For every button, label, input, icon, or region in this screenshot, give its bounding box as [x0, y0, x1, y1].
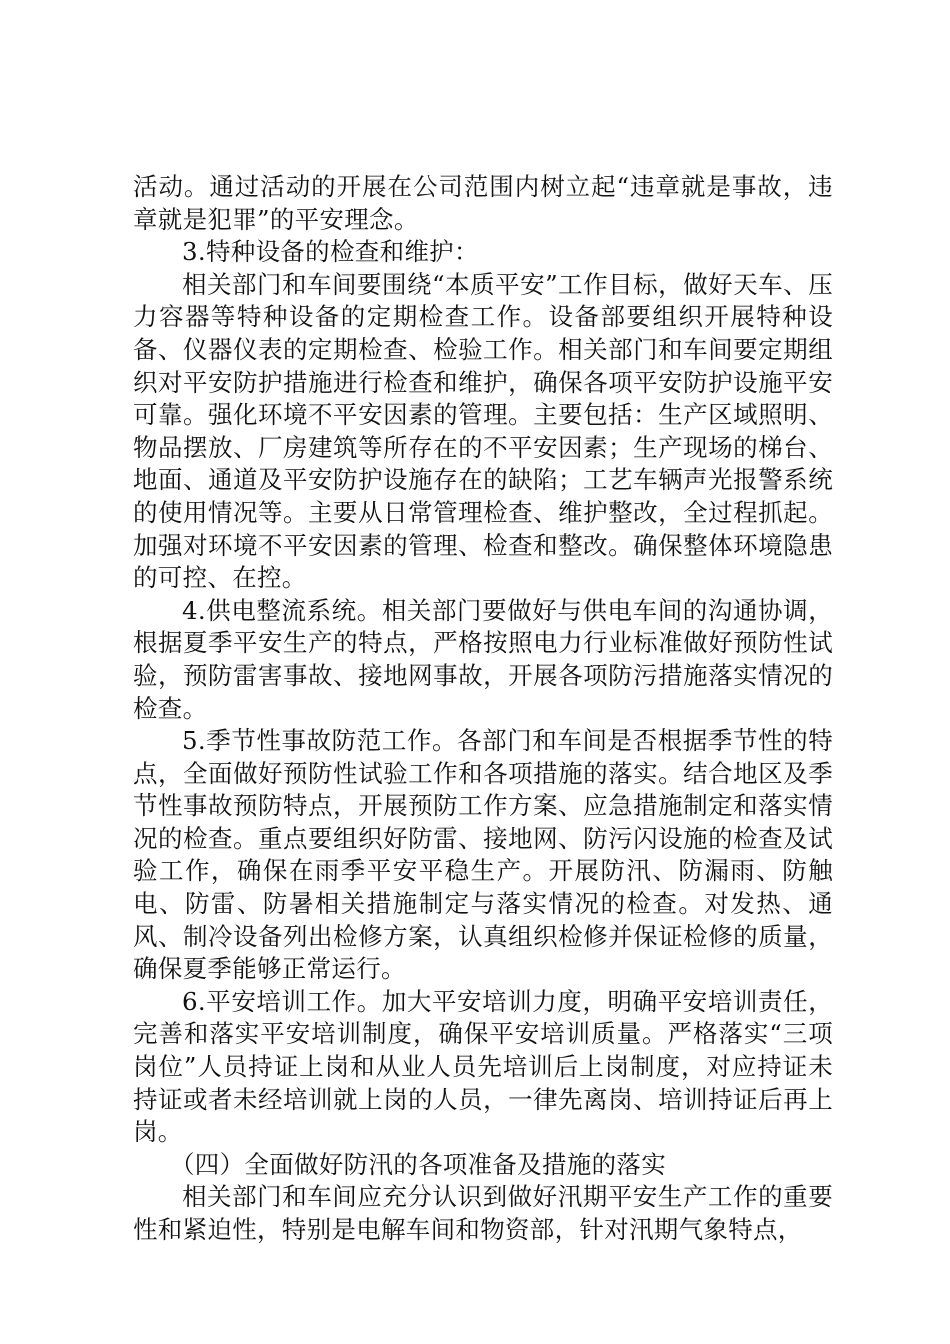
paragraph-special-equipment: 相关部门和车间要围绕“本质平安”工作目标，做好天车、压力容器等特种设备的定期检查工作。设备部要组织开展特种设备、仪器仪表的定期检查、检验工作。相关部门和车间要定期组织对平安防护措施进行检查和维护，确保各项平安防护设施平安可靠。强化环境不平安因素的管理。主要包括：生产区域照明、物品摆放、厂房建筑等所存在的不平安因素；生产现场的梯台、地面、通道及平安防护设施存在的缺陷；工艺车辆声光报警系统的使用情况等。主要从日常管理检查、维护整改，全过程抓起。加强对环境不平安因素的管理、检查和整改。确保整体环境隐患的可控、在控。: [133, 269, 833, 593]
paragraph-activity-conclusion: 活动。通过活动的开展在公司范围内树立起“违章就是事故，违章就是犯罪”的平安理念。: [133, 172, 833, 234]
paragraph-seasonal-accidents: 5.季节性事故防范工作。各部门和车间是否根据季节性的特点，全面做好预防性试验工作和各项措施的落实。结合地区及季节性事故预防特点，开展预防工作方案、应急措施制定和落实情况的检查。重点要组织好防雷、接地网、防污闪设施的检查及试验工作，确保在雨季平安平稳生产。开展防汛、防漏雨、防触电、防雷、防暑相关措施制定与落实情况的检查。对发热、通风、制冷设备列出检修方案，认真组织检修并保证检修的质量，确保夏季能够正常运行。: [133, 726, 833, 984]
paragraph-safety-training: 6.平安培训工作。加大平安培训力度，明确平安培训责任，完善和落实平安培训制度，确保平安培训质量。严格落实“三项岗位”人员持证上岗和从业人员先培训后上岗制度，对应持证未持证或者未经培训就上岗的人员，一律先离岗、培训持证后再上岗。: [133, 986, 834, 1147]
document-body: [133, 171, 833, 1247]
heading-special-equipment: 3.特种设备的检查和维护：: [182, 237, 479, 267]
section-heading-flood-prevention: （四）全面做好防汛的各项准备及措施的落实: [170, 1149, 666, 1179]
paragraph-flood-prevention: 相关部门和车间应充分认识到做好汛期平安生产工作的重要性和紧迫性，特别是电解车间和物资部，针对汛期气象特点，: [133, 1182, 833, 1244]
paragraph-power-rectifier: 4.供电整流系统。相关部门要做好与供电车间的沟通协调，根据夏季平安生产的特点，严格按照电力行业标准做好预防性试验，预防雷害事故、接地网事故，开展各项防污措施落实情况的检查。: [133, 595, 833, 723]
